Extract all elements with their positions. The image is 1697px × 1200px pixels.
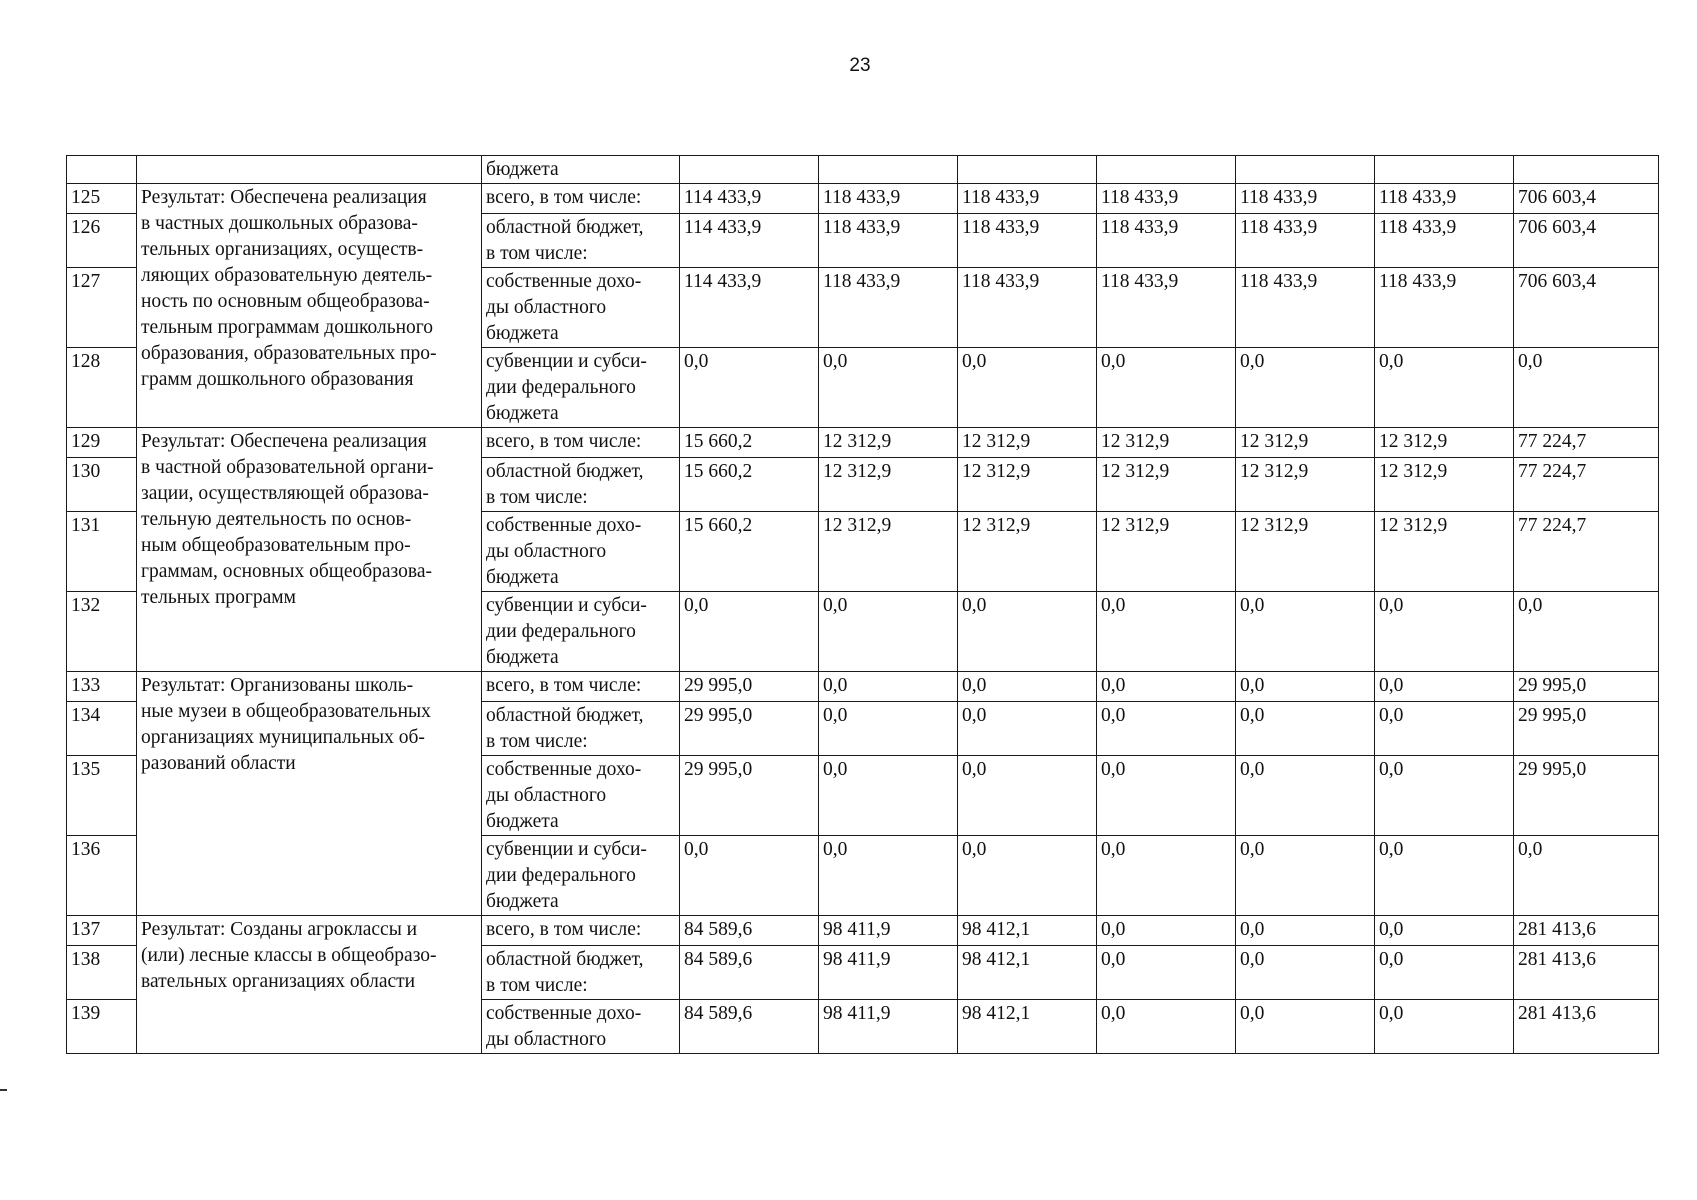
funding-source-cell: [482, 156, 680, 184]
table-row: [67, 672, 1659, 702]
funding-source-cell: [482, 592, 680, 672]
year-value-cell: 0,0: [1097, 756, 1236, 836]
year-value-cell: 12 312,9: [1375, 428, 1514, 458]
total-value-cell: 0,0: [1514, 592, 1659, 672]
funding-source-cell: [482, 458, 680, 512]
year-value-cell: 0,0: [1097, 702, 1236, 756]
year-value-cell: 0,0: [1375, 702, 1514, 756]
year-value-cell: 0,0: [1097, 1000, 1236, 1054]
year-value-cell: 84 589,6: [680, 916, 819, 946]
funding-source-cell-line: областной бюджет,: [486, 949, 644, 970]
year-value-cell: 98 411,9: [819, 916, 958, 946]
funding-source-cell-line: бюджета: [486, 811, 559, 832]
funding-source-cell-line: ды областного: [486, 541, 607, 562]
year-value-cell: 0,0: [819, 348, 958, 428]
year-value-cell: 0,0: [1236, 348, 1375, 428]
year-value-cell: 114 433,9: [680, 268, 819, 348]
year-value-cell: 0,0: [1236, 756, 1375, 836]
year-value-cell: 84 589,6: [680, 1000, 819, 1054]
year-value-cell: 118 433,9: [1097, 184, 1236, 214]
year-value-cell: 118 433,9: [1097, 214, 1236, 268]
year-value-cell: 15 660,2: [680, 512, 819, 592]
funding-source-cell-line: бюджета: [486, 159, 559, 180]
year-value-cell: 0,0: [680, 592, 819, 672]
year-value-cell: 0,0: [1097, 348, 1236, 428]
result-cell-line: ным общеобразовательным про-: [141, 535, 411, 556]
year-value-cell: 12 312,9: [1097, 512, 1236, 592]
year-value-cell: 12 312,9: [958, 428, 1097, 458]
funding-source-cell-line: собственные дохо-: [486, 271, 642, 292]
result-cell-line: тельную деятельность по основ-: [141, 509, 412, 530]
funding-source-cell-line: бюджета: [486, 891, 559, 912]
funding-source-cell-line: дии федерального: [486, 621, 636, 642]
result-cell-line: в частных дошкольных образова-: [141, 213, 418, 234]
year-value-cell: 118 433,9: [819, 184, 958, 214]
year-value-cell: 118 433,9: [819, 268, 958, 348]
funding-source-cell-line: ды областного: [486, 785, 607, 806]
year-value-cell: 12 312,9: [819, 428, 958, 458]
year-value-cell: 0,0: [1236, 702, 1375, 756]
funding-source-cell: [482, 184, 680, 214]
total-value-cell: 0,0: [1514, 836, 1659, 916]
year-value-cell: 0,0: [1097, 836, 1236, 916]
year-value-cell: 0,0: [1375, 1000, 1514, 1054]
result-cell: [137, 916, 482, 1054]
year-value-cell: 12 312,9: [958, 512, 1097, 592]
year-value-cell: 12 312,9: [1375, 458, 1514, 512]
year-value-cell: 0,0: [680, 348, 819, 428]
year-value-cell: 0,0: [1236, 672, 1375, 702]
total-value-cell: 77 224,7: [1514, 458, 1659, 512]
result-cell-line: ляющих образовательную деятель-: [141, 265, 433, 286]
result-cell-line: Результат: Обеспечена реализация: [141, 187, 427, 208]
year-value-cell: 118 433,9: [1236, 184, 1375, 214]
result-cell-line: образования, образовательных про-: [141, 343, 437, 364]
row-number-cell: 127: [67, 268, 137, 348]
year-value-cell: 12 312,9: [1097, 458, 1236, 512]
result-cell-line: в частной образовательной органи-: [141, 457, 434, 478]
funding-source-cell: [482, 348, 680, 428]
year-value-cell: 118 433,9: [1375, 184, 1514, 214]
result-cell-line: Результат: Организованы школь-: [141, 675, 414, 696]
result-cell-line: разований области: [141, 753, 296, 774]
year-value-cell: 0,0: [1236, 946, 1375, 1000]
row-number-cell: 134: [67, 702, 137, 756]
funding-source-cell: [482, 672, 680, 702]
total-value-cell: 77 224,7: [1514, 512, 1659, 592]
year-value-cell: 98 412,1: [958, 1000, 1097, 1054]
year-value-cell: 29 995,0: [680, 672, 819, 702]
year-value-cell: 118 433,9: [1097, 268, 1236, 348]
row-number-cell: 130: [67, 458, 137, 512]
funding-source-cell-line: в том числе:: [486, 975, 588, 996]
year-value-cell: 15 660,2: [680, 458, 819, 512]
table-row: [67, 428, 1659, 458]
year-value-cell: 0,0: [1375, 348, 1514, 428]
value-cell: [680, 156, 819, 184]
value-cell: [1375, 156, 1514, 184]
result-cell-line: вательных организациях области: [141, 971, 416, 992]
result-cell-line: зации, осуществляющей образова-: [141, 483, 429, 504]
funding-source-cell-line: субвенции и субси-: [486, 839, 647, 860]
row-number-cell: 129: [67, 428, 137, 458]
funding-source-cell-line: бюджета: [486, 567, 559, 588]
year-value-cell: 118 433,9: [1236, 268, 1375, 348]
year-value-cell: 0,0: [819, 756, 958, 836]
result-cell-line: (или) лесные классы в общеобразо-: [141, 945, 437, 966]
funding-source-cell-line: в том числе:: [486, 243, 588, 264]
funding-source-cell-line: ды областного: [486, 1029, 607, 1050]
year-value-cell: 29 995,0: [680, 756, 819, 836]
row-number-cell: 136: [67, 836, 137, 916]
year-value-cell: 98 411,9: [819, 1000, 958, 1054]
page-number: 23: [849, 55, 871, 76]
funding-source-cell-line: ды областного: [486, 297, 607, 318]
year-value-cell: 118 433,9: [958, 268, 1097, 348]
year-value-cell: 114 433,9: [680, 184, 819, 214]
year-value-cell: 0,0: [1375, 836, 1514, 916]
funding-source-cell-line: субвенции и субси-: [486, 595, 647, 616]
row-number-cell: 125: [67, 184, 137, 214]
funding-source-cell-line: собственные дохо-: [486, 515, 642, 536]
funding-source-cell-line: собственные дохо-: [486, 1003, 642, 1024]
total-value-cell: 281 413,6: [1514, 916, 1659, 946]
result-cell-line: организациях муниципальных об-: [141, 727, 425, 748]
funding-source-cell: [482, 946, 680, 1000]
year-value-cell: 0,0: [958, 836, 1097, 916]
result-cell-line: граммам, основных общеобразова-: [141, 561, 432, 582]
funding-source-cell-line: собственные дохо-: [486, 759, 642, 780]
year-value-cell: 0,0: [958, 756, 1097, 836]
total-value-cell: 29 995,0: [1514, 702, 1659, 756]
row-number-cell: 128: [67, 348, 137, 428]
funding-source-cell-line: областной бюджет,: [486, 217, 644, 238]
year-value-cell: 0,0: [958, 672, 1097, 702]
funding-source-cell-line: всего, в том числе:: [486, 187, 642, 208]
funding-source-cell: [482, 512, 680, 592]
year-value-cell: 98 412,1: [958, 946, 1097, 1000]
year-value-cell: 0,0: [1375, 916, 1514, 946]
total-value-cell: 0,0: [1514, 348, 1659, 428]
funding-source-cell-line: дии федерального: [486, 377, 636, 398]
total-value-cell: 281 413,6: [1514, 946, 1659, 1000]
row-number-cell: 138: [67, 946, 137, 1000]
funding-source-cell-line: в том числе:: [486, 487, 588, 508]
funding-source-cell-line: дии федерального: [486, 865, 636, 886]
year-value-cell: 0,0: [1097, 946, 1236, 1000]
funding-source-cell-line: бюджета: [486, 323, 559, 344]
budget-table: [66, 155, 1659, 1054]
year-value-cell: 118 433,9: [958, 184, 1097, 214]
value-cell: [958, 156, 1097, 184]
result-cell: [137, 428, 482, 672]
year-value-cell: 0,0: [819, 836, 958, 916]
year-value-cell: 0,0: [1097, 672, 1236, 702]
year-value-cell: 0,0: [1375, 946, 1514, 1000]
year-value-cell: 0,0: [1097, 592, 1236, 672]
funding-source-cell: [482, 268, 680, 348]
year-value-cell: 118 433,9: [958, 214, 1097, 268]
table-row: [67, 184, 1659, 214]
year-value-cell: 118 433,9: [1375, 214, 1514, 268]
year-value-cell: 15 660,2: [680, 428, 819, 458]
total-value-cell: 29 995,0: [1514, 756, 1659, 836]
year-value-cell: 84 589,6: [680, 946, 819, 1000]
row-number-cell: [67, 156, 137, 184]
funding-source-cell: [482, 756, 680, 836]
year-value-cell: 114 433,9: [680, 214, 819, 268]
result-cell-line: ные музеи в общеобразовательных: [141, 701, 431, 722]
total-value-cell: 77 224,7: [1514, 428, 1659, 458]
total-value-cell: 281 413,6: [1514, 1000, 1659, 1054]
funding-source-cell: [482, 836, 680, 916]
result-cell-line: тельным программам дошкольного: [141, 317, 434, 338]
result-cell: [137, 672, 482, 916]
result-cell-line: Результат: Обеспечена реализация: [141, 431, 427, 452]
total-value-cell: 29 995,0: [1514, 672, 1659, 702]
funding-source-cell-line: субвенции и субси-: [486, 351, 647, 372]
year-value-cell: 0,0: [1236, 916, 1375, 946]
year-value-cell: 118 433,9: [1236, 214, 1375, 268]
funding-source-cell-line: областной бюджет,: [486, 461, 644, 482]
row-number-cell: 132: [67, 592, 137, 672]
year-value-cell: 12 312,9: [1375, 512, 1514, 592]
total-value-cell: 706 603,4: [1514, 184, 1659, 214]
year-value-cell: 12 312,9: [1236, 428, 1375, 458]
funding-source-cell: [482, 428, 680, 458]
year-value-cell: 0,0: [1375, 756, 1514, 836]
result-cell-line: тельных организациях, осуществ-: [141, 239, 424, 260]
funding-source-cell-line: всего, в том числе:: [486, 431, 642, 452]
row-number-cell: 139: [67, 1000, 137, 1054]
row-number-cell: 133: [67, 672, 137, 702]
row-number-cell: 131: [67, 512, 137, 592]
table-row: [67, 916, 1659, 946]
year-value-cell: 0,0: [819, 672, 958, 702]
year-value-cell: 12 312,9: [1097, 428, 1236, 458]
row-number-cell: 137: [67, 916, 137, 946]
year-value-cell: 0,0: [680, 836, 819, 916]
year-value-cell: 12 312,9: [819, 512, 958, 592]
year-value-cell: 118 433,9: [1375, 268, 1514, 348]
value-cell: [1236, 156, 1375, 184]
total-value-cell: 706 603,4: [1514, 214, 1659, 268]
funding-source-cell: [482, 1000, 680, 1054]
value-cell: [1097, 156, 1236, 184]
year-value-cell: 0,0: [1375, 592, 1514, 672]
year-value-cell: 0,0: [1375, 672, 1514, 702]
result-cell: [137, 184, 482, 428]
funding-source-cell-line: всего, в том числе:: [486, 675, 642, 696]
year-value-cell: 0,0: [1236, 592, 1375, 672]
year-value-cell: 0,0: [1097, 916, 1236, 946]
row-number-cell: 135: [67, 756, 137, 836]
year-value-cell: 12 312,9: [1236, 512, 1375, 592]
funding-source-cell-line: бюджета: [486, 403, 559, 424]
value-cell: [1514, 156, 1659, 184]
funding-source-cell-line: в том числе:: [486, 731, 588, 752]
year-value-cell: 0,0: [819, 702, 958, 756]
row-number-cell: 126: [67, 214, 137, 268]
margin-mark: [0, 1089, 7, 1091]
year-value-cell: 0,0: [958, 348, 1097, 428]
year-value-cell: 118 433,9: [819, 214, 958, 268]
result-cell-line: тельных программ: [141, 587, 296, 608]
year-value-cell: 12 312,9: [958, 458, 1097, 512]
year-value-cell: 98 411,9: [819, 946, 958, 1000]
table-row: [67, 156, 1659, 184]
year-value-cell: 0,0: [958, 702, 1097, 756]
year-value-cell: 0,0: [819, 592, 958, 672]
year-value-cell: 0,0: [1236, 836, 1375, 916]
result-cell-line: грамм дошкольного образования: [141, 369, 414, 390]
funding-source-cell: [482, 702, 680, 756]
year-value-cell: 0,0: [1236, 1000, 1375, 1054]
year-value-cell: 29 995,0: [680, 702, 819, 756]
result-cell-line: ность по основным общеобразова-: [141, 291, 430, 312]
year-value-cell: 98 412,1: [958, 916, 1097, 946]
funding-source-cell: [482, 916, 680, 946]
funding-source-cell-line: областной бюджет,: [486, 705, 644, 726]
year-value-cell: 12 312,9: [819, 458, 958, 512]
funding-source-cell-line: всего, в том числе:: [486, 919, 642, 940]
value-cell: [819, 156, 958, 184]
funding-source-cell: [482, 214, 680, 268]
result-cell: [137, 156, 482, 184]
result-cell-line: Результат: Созданы агроклассы и: [141, 919, 418, 940]
funding-source-cell-line: бюджета: [486, 647, 559, 668]
year-value-cell: 0,0: [958, 592, 1097, 672]
total-value-cell: 706 603,4: [1514, 268, 1659, 348]
year-value-cell: 12 312,9: [1236, 458, 1375, 512]
